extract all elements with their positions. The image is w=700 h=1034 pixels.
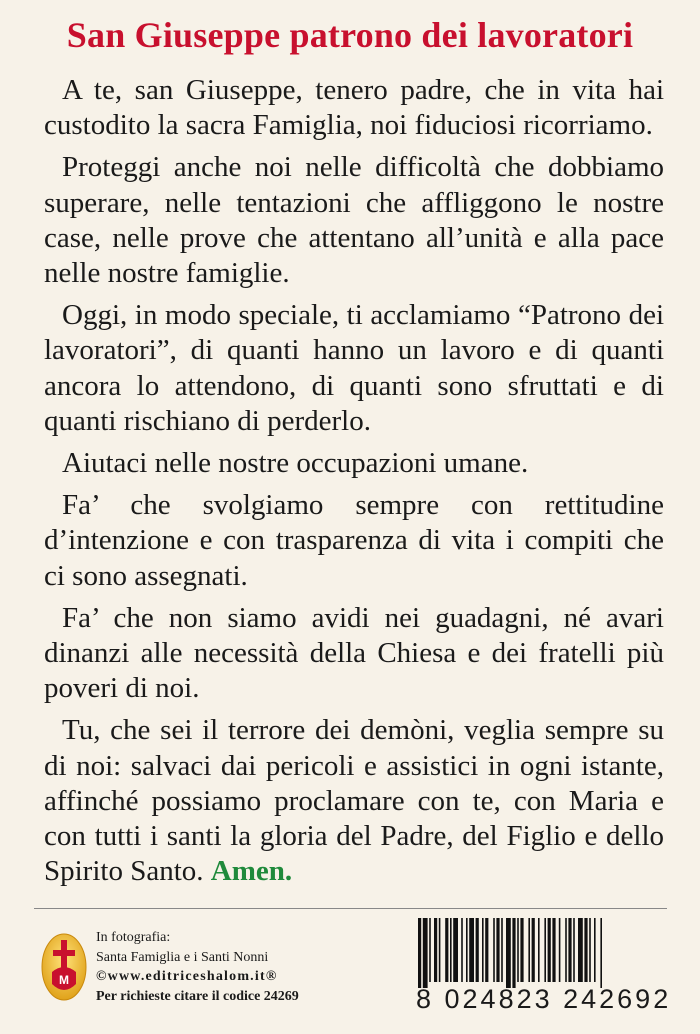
amen-text: Amen.	[210, 855, 293, 888]
prayer-paragraph-last	[44, 713, 664, 889]
prayer-paragraph: Fa’ che non siamo avidi nei guadagni, né avari dinanzi alle necessità della Chiesa e dei fratelli più poveri di noi.	[44, 601, 664, 705]
prayer-text	[44, 73, 664, 896]
website-text: ©www.editriceshalom.it®	[96, 969, 278, 984]
barcode-bar	[482, 918, 484, 982]
barcode-bar	[528, 918, 530, 982]
barcode-bar	[520, 918, 523, 982]
barcode-bar	[512, 918, 515, 988]
page-title: San Giuseppe patrono dei lavoratori	[66, 15, 634, 55]
barcode-bar	[532, 918, 535, 982]
prayer-paragraph: Proteggi anche noi nelle difficoltà che dobbiamo superare, nelle tentazioni che affliggono le nostre case, nelle prove che attentano all’unità e alla pace nelle nostre famiglie.	[44, 151, 664, 290]
prayer-paragraph: Aiutaci nelle nostre occupazioni umane.	[62, 447, 529, 480]
barcode-bar	[538, 918, 540, 982]
barcode-bar	[589, 918, 591, 982]
cross-m-shield-icon	[40, 932, 88, 1002]
barcode-bar	[594, 918, 596, 982]
barcode-bar	[469, 918, 474, 982]
barcode-bar	[544, 918, 546, 982]
photo-subject: Santa Famiglia e i Santi Nonni	[96, 949, 269, 965]
barcode-bar	[548, 918, 551, 982]
prayer-paragraph: A te, san Giuseppe, tenero padre, che in vita hai custodito la sacra Famiglia, noi fiduciosi ricorriamo.	[44, 74, 664, 142]
barcode-bar	[578, 918, 583, 982]
barcode-bar	[439, 918, 441, 982]
barcode-bar	[568, 918, 571, 982]
barcode-bar	[429, 918, 431, 982]
barcode-bar	[501, 918, 503, 982]
barcode-bar	[461, 918, 463, 982]
barcode-bar	[434, 918, 437, 982]
svg-text:M: M	[59, 973, 69, 987]
footer-credits	[96, 928, 396, 1006]
barcode-bar	[423, 918, 428, 988]
barcode-bar	[600, 918, 602, 988]
barcode-bars	[414, 918, 674, 988]
prayer-paragraph: Oggi, in modo speciale, ti acclamiamo “Patrono dei lavoratori”, di quanti hanno un lavoro e di quanti ancora lo attendono, di quanti sono sfruttati e di quanti rischiano di perderlo.	[44, 299, 664, 437]
photo-label: In fotografia:	[96, 930, 171, 945]
barcode-bar	[493, 918, 495, 982]
barcode-bar	[565, 918, 567, 982]
barcode-bar	[485, 918, 488, 982]
barcode-bar	[517, 918, 519, 982]
barcode-number: 8 024823 242692	[416, 984, 672, 1014]
prayer-closing-text: Tu, che sei il terrore dei demòni, veglia sempre su di noi: salvaci dai pericoli e assistici in ogni istante, affinché possiamo proclamare con te, con Maria e con tutti i santi la gloria del Padre, del Figlio e dello Spirito Santo.	[44, 714, 664, 888]
prayer-paragraph: Fa’ che svolgiamo sempre con rettitudine d’intenzione e con trasparenza di vita i compiti che ci sono assegnati.	[44, 489, 664, 592]
barcode-bar	[573, 918, 575, 982]
barcode-bar	[453, 918, 458, 982]
barcode-bar	[559, 918, 561, 982]
barcode-bar	[552, 918, 555, 982]
barcode-bar	[466, 918, 468, 982]
barcode-bar	[496, 918, 499, 982]
barcode-bar	[445, 918, 448, 982]
request-code: Per richieste citare il codice 24269	[96, 988, 299, 1004]
barcode-bar	[584, 918, 587, 982]
footer-divider	[34, 908, 667, 909]
barcode-bar	[506, 918, 511, 988]
barcode-bar	[476, 918, 479, 982]
barcode-bar	[418, 918, 421, 988]
barcode-bar	[450, 918, 452, 982]
